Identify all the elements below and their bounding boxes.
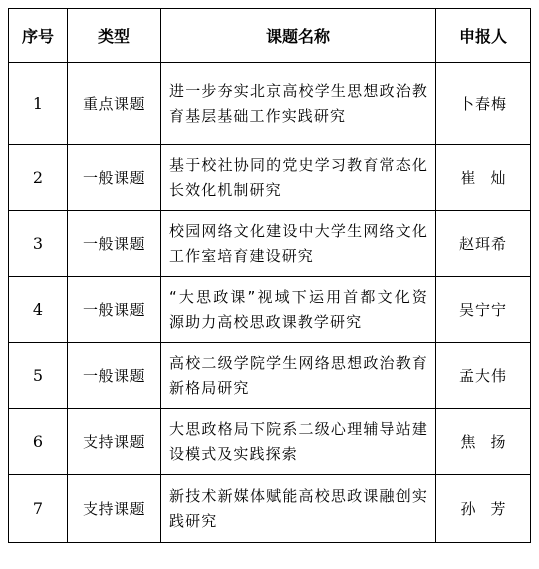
applicant-cell: 吴宁宁 [436,277,531,343]
seq-cell: 6 [9,409,68,475]
type-cell: 一般课题 [68,277,161,343]
table-row [9,343,531,409]
type-cell: 一般课题 [68,145,161,211]
name-cell: 进一步夯实北京高校学生思想政治教育基层基础工作实践研究 [161,63,436,145]
applicant-cell: 孟大伟 [436,343,531,409]
table-row [9,63,531,145]
seq-cell: 4 [9,277,68,343]
name-cell: 大思政格局下院系二级心理辅导站建设模式及实践探索 [161,409,436,475]
seq-cell: 1 [9,63,68,145]
header-applicant: 申报人 [436,9,531,63]
seq-cell: 5 [9,343,68,409]
applicant-cell: 孙芳 [436,475,531,543]
name-cell: 基于校社协同的党史学习教育常态化长效化机制研究 [161,145,436,211]
seq-cell: 3 [9,211,68,277]
project-table [8,8,531,543]
table-row [9,409,531,475]
header-type: 类型 [68,9,161,63]
seq-cell: 2 [9,145,68,211]
table-row [9,475,531,543]
header-name: 课题名称 [161,9,436,63]
name-cell: 新技术新媒体赋能高校思政课融创实践研究 [161,475,436,543]
header-seq: 序号 [9,9,68,63]
name-cell: 校园网络文化建设中大学生网络文化工作室培育建设研究 [161,211,436,277]
name-cell: “大思政课”视域下运用首都文化资源助力高校思政课教学研究 [161,277,436,343]
table-row [9,145,531,211]
applicant-cell: 焦扬 [436,409,531,475]
type-cell: 一般课题 [68,343,161,409]
table-header-row [9,9,531,63]
applicant-cell: 崔灿 [436,145,531,211]
type-cell: 支持课题 [68,475,161,543]
type-cell: 重点课题 [68,63,161,145]
table-row [9,277,531,343]
applicant-cell: 卜春梅 [436,63,531,145]
type-cell: 一般课题 [68,211,161,277]
type-cell: 支持课题 [68,409,161,475]
name-cell: 高校二级学院学生网络思想政治教育新格局研究 [161,343,436,409]
table-row [9,211,531,277]
applicant-cell: 赵珥希 [436,211,531,277]
seq-cell: 7 [9,475,68,543]
